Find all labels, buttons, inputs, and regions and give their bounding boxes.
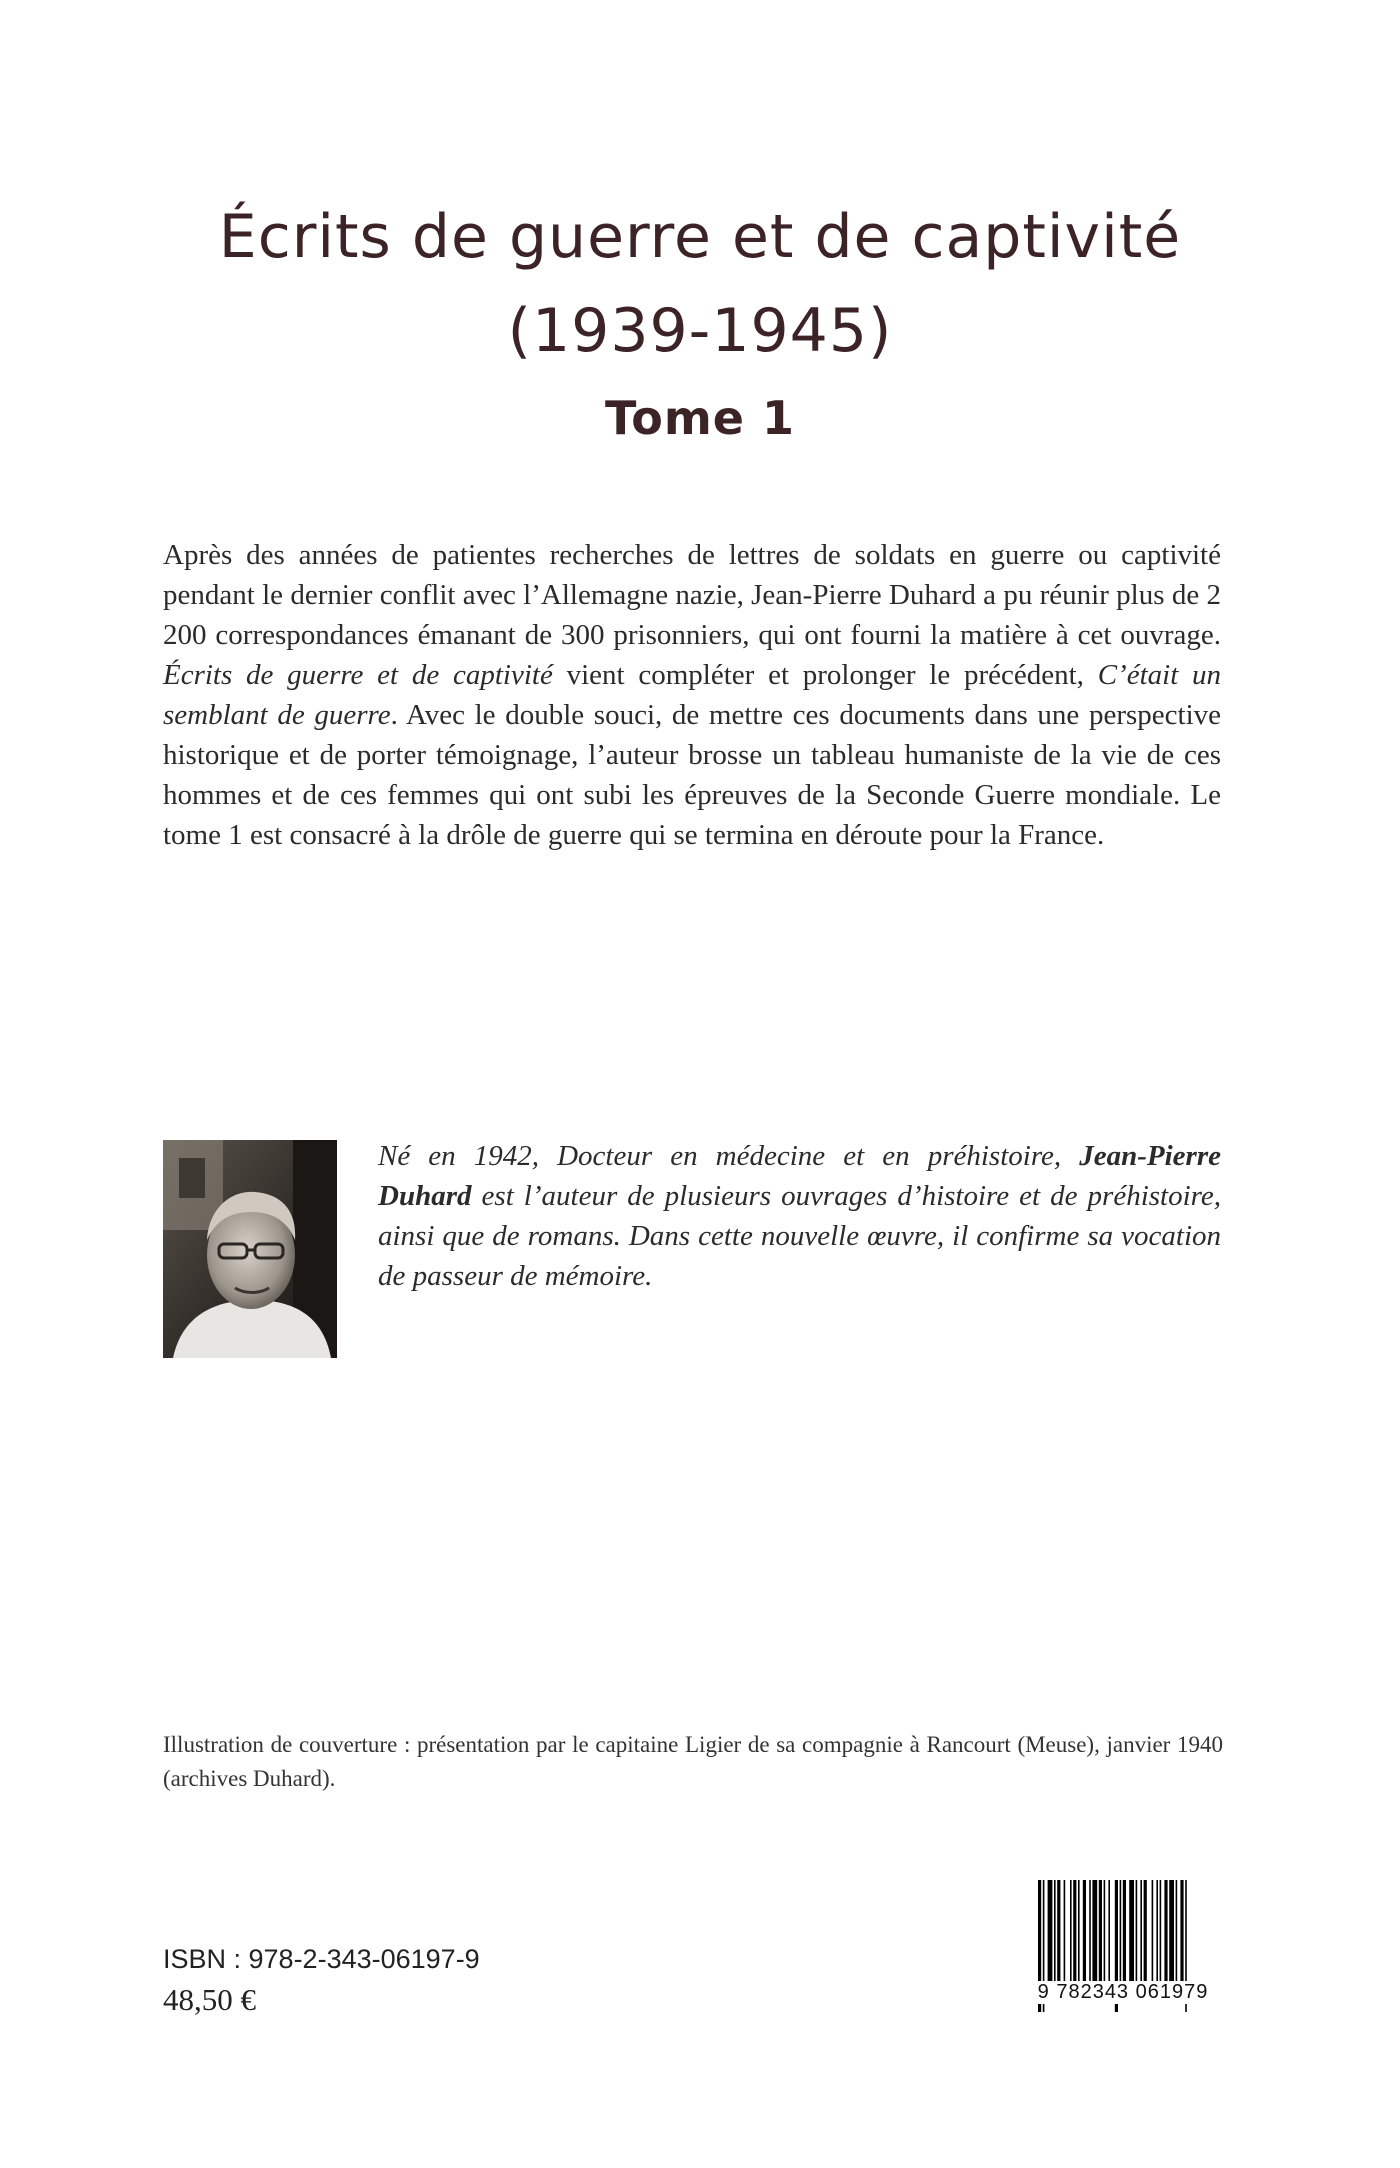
blurb-part-2: vient compléter et prolonger le précédent, — [552, 659, 1098, 691]
author-bio-end: est l’auteur de plusieurs ouvrages d’histoire et de préhistoire, ainsi que de romans. Dans cette nouvelle œuvre, il confirme sa vocation de passeur de mémoire. — [378, 1180, 1221, 1292]
blurb-book-title: Écrits de guerre et de captivité — [163, 659, 553, 691]
author-portrait-image — [163, 1140, 337, 1358]
barcode-number: 9 782343 061979 — [1018, 1981, 1228, 2004]
author-bio — [378, 1136, 1221, 1296]
book-title-line-2: (1939-1945) — [507, 296, 893, 366]
cover-illustration-credit: Illustration de couverture : présentation par le capitaine Ligier de sa compagnie à Rancourt (Meuse), janvier 1940 (archives Duhard). — [163, 1732, 1223, 1791]
volume-label: Tome 1 — [604, 391, 796, 445]
book-title-line-1: Écrits de guerre et de captivité — [218, 202, 1182, 272]
blurb-part-1: Après des années de patientes recherches de lettres de soldats en guerre ou captivité pendant le dernier conflit avec l’Allemagne nazie, Jean-Pierre Duhard a pu réunir plus de 2 200 correspondances émanant de 300 prisonniers, qui ont fourni la matière à cet ouvrage. — [163, 539, 1221, 651]
title-block — [0, 190, 1400, 450]
author-bio-start: Né en 1942, Docteur en médecine et en préhistoire, — [378, 1140, 1080, 1172]
blurb-previous-title: C’était un semblant de guerre — [163, 659, 1222, 731]
author-photo — [163, 1140, 337, 1358]
isbn-label: ISBN : 978-2-343-06197-9 — [163, 1944, 480, 1974]
price-label: 48,50 € — [163, 1982, 256, 2017]
back-cover-blurb — [163, 535, 1221, 855]
blurb-part-3: . Avec le double souci, de mettre ces documents dans une perspective historique et de porter témoignage, l’auteur brosse un tableau humaniste de la vie de ces hommes et de ces femmes qui ont subi les épreuves de la Seconde Guerre mondiale. Le tome 1 est consacré à la drôle de guerre qui se termina en déroute pour la France. — [163, 699, 1221, 851]
author-name: Jean-Pierre Duhard — [378, 1140, 1221, 1212]
